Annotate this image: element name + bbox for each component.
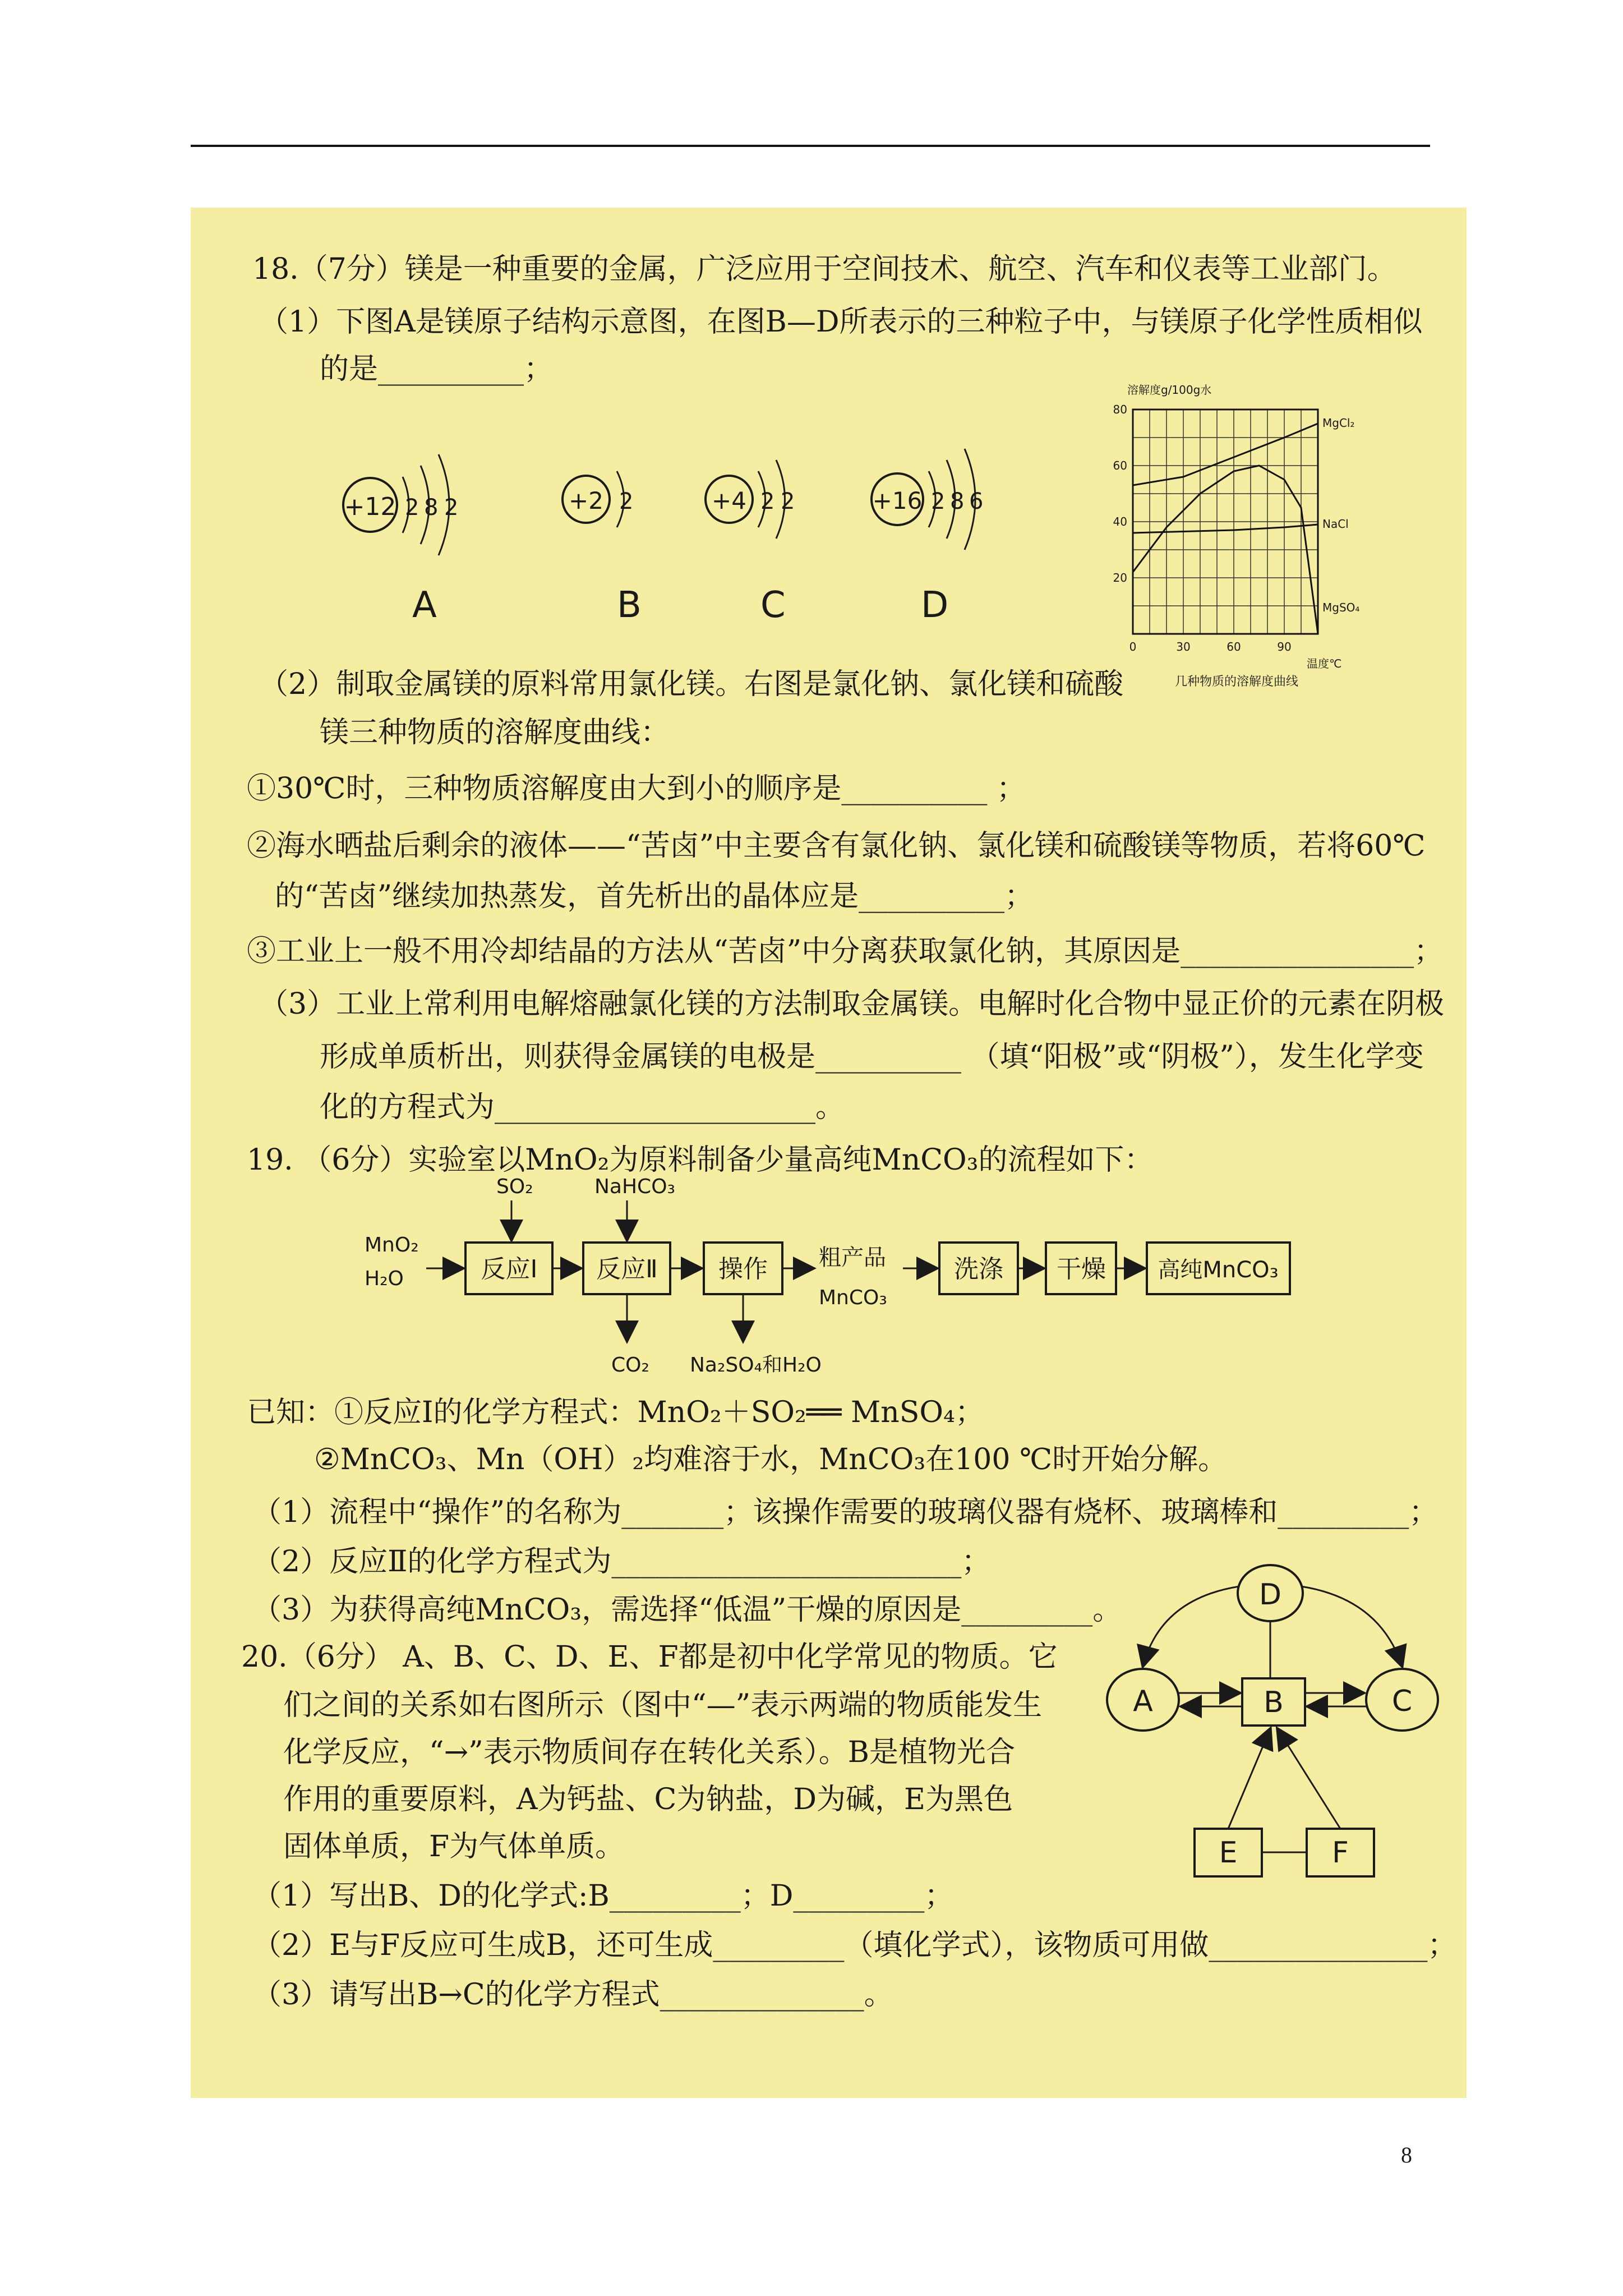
atom-a-shell-3: 2 [444,495,459,521]
q19-known2: ②MnCO₃、Mn（OH）₂均难溶于水，MnCO₃在100 ℃时开始分解。 [314,1443,1228,1476]
atom-d-label: D [921,585,949,626]
atom-c-shell-1: 2 [760,489,775,514]
atom-a-nucleus: +12 [344,493,396,521]
q18-sub1[interactable]: ①30℃时，三种物质溶解度由大到小的顺序是__________ ； [247,772,1026,806]
y-tick-label: 60 [1113,459,1127,472]
series-label: MgCl₂ [1322,416,1355,430]
node-f-label: F [1332,1836,1349,1870]
atom-c-nucleus: +4 [712,487,746,514]
y-axis-label: 溶解度g/100g水 [1127,383,1212,397]
atom-d-nucleus: +16 [872,487,923,514]
atom-b [562,471,642,626]
flow-input-mno2: MnO₂ [365,1234,419,1257]
y-tick-label: 20 [1113,571,1127,585]
node-d-label: D [1258,1578,1282,1612]
q19-q2[interactable]: （2）反应Ⅱ的化学方程式为________________________； [252,1545,991,1579]
flow-crude-line2: MnCO₃ [819,1286,887,1309]
q18-part3-line1: （3）工业上常利用电解熔融氯化镁的方法制取金属镁。电解时化合物中显正价的元素在阴极 [259,987,1445,1021]
q20-line5: 固体单质，F为气体单质。 [283,1830,625,1864]
q20-line2: 们之间的关系如右图所示（图中“—”表示两端的物质能发生 [283,1688,1043,1722]
x-axis-label: 温度℃ [1307,657,1342,670]
q18-part3-line3[interactable]: 化的方程式为______________________。 [320,1091,845,1124]
q18-sub3[interactable]: ③工业上一般不用冷却结晶的方法从“苦卤”中分离获取氯化钠，其原因是________________； [247,935,1444,968]
x-tick-label: 0 [1129,640,1137,654]
atom-a-shell-2: 8 [424,495,439,521]
chart-title: 几种物质的溶解度曲线 [1174,675,1299,689]
atom-c [706,460,795,626]
q20-line1: 20.（6分） A、B、C、D、E、F都是初中化学常见的物质。它 [241,1640,1058,1674]
atom-b-label: B [617,585,642,626]
q18-part2-line2: 镁三种物质的溶解度曲线： [320,716,670,749]
q19-known1: 已知：①反应Ⅰ的化学方程式：MnO₂＋SO₂══ MnSO₄； [247,1396,984,1429]
atom-diagrams [336,432,1043,645]
x-tick-label: 90 [1277,640,1292,654]
q19-stem: 19. （6分）实验室以MnO₂为原料制备少量高纯MnCO₃的流程如下： [247,1143,1154,1177]
atom-a-shell-1: 2 [405,495,419,521]
series-line [1133,524,1318,533]
flow-box-wash-label: 洗涤 [954,1255,1003,1283]
atom-d [872,449,983,626]
flow-box-operation-label: 操作 [718,1255,768,1283]
solubility-chart [1099,370,1419,701]
x-tick-label: 60 [1227,640,1241,654]
page-number: 8 [1401,2142,1412,2168]
q20-q1[interactable]: （1）写出B、D的化学式:B_________；D_________； [252,1879,954,1913]
flow-reagent-so2: SO₂ [496,1175,533,1198]
atom-c-label: C [760,585,786,626]
flow-box-dry-label: 干燥 [1057,1255,1106,1283]
atom-c-shell-2: 2 [781,489,795,514]
node-c-label: C [1391,1685,1413,1718]
atom-d-shell-1: 2 [931,489,946,514]
q18-part1-line2[interactable]: 的是__________； [320,352,554,386]
top-rule [191,145,1430,147]
q19-q1[interactable]: （1）流程中“操作”的名称为_______；该操作需要的玻璃仪器有烧杯、玻璃棒和_________； [252,1496,1438,1529]
q18-sub2-line1: ②海水晒盐后剩余的液体——“苦卤”中主要含有氯化钠、氯化镁和硫酸镁等物质，若将60℃ [247,829,1426,863]
q18-part1-line1: （1）下图A是镁原子结构示意图，在图B—D所表示的三种粒子中，与镁原子化学性质相似 [259,305,1423,339]
node-e-label: E [1219,1836,1238,1870]
q18-part3-line2[interactable]: 形成单质析出，则获得金属镁的电极是__________ （填“阳极”或“阴极”），发生化学变 [320,1040,1424,1074]
relation-diagram [1099,1559,1458,1885]
q18-sub2-line2[interactable]: 的“苦卤”继续加热蒸发，首先析出的晶体应是__________； [275,880,1034,913]
flow-box-reaction1-label: 反应Ⅰ [481,1255,538,1283]
atom-d-shell-3: 6 [969,489,984,514]
atom-d-shell-2: 8 [950,489,965,514]
atom-a [343,454,458,626]
atom-b-nucleus: +2 [569,487,603,514]
q20-q2[interactable]: （2）E与F反应可生成B，还可生成_________（填化学式），该物质可用做_______________； [252,1929,1457,1962]
q20-line4: 作用的重要原料，A为钙盐、C为钠盐，D为碱，E为黑色 [283,1783,1013,1816]
q20-line3: 化学反应，“→”表示物质间存在转化关系）。B是植物光合 [283,1736,1015,1769]
q19-q3[interactable]: （3）为获得高纯MnCO₃，需选择“低温”干燥的原因是_________。 [252,1593,1122,1627]
flow-byproduct-co2: CO₂ [611,1354,649,1377]
flow-input-h2o: H₂O [365,1267,404,1290]
y-tick-label: 40 [1113,515,1127,528]
series-label: NaCl [1322,517,1349,531]
atom-b-shell-1: 2 [619,489,634,514]
flow-reagent-nahco3: NaHCO₃ [594,1175,675,1198]
node-a-label: A [1133,1685,1153,1718]
flow-byproduct-na2so4: Na₂SO₄和H₂O [690,1354,822,1377]
q20-q3[interactable]: （3）请写出B→C的化学方程式______________。 [252,1978,893,2012]
y-tick-label: 80 [1113,403,1127,416]
flowchart [359,1170,1346,1394]
x-tick-label: 30 [1176,640,1191,654]
series-label: MgSO₄ [1322,601,1360,614]
atom-a-label: A [412,585,437,626]
q18-part2-line1: （2）制取金属镁的原料常用氯化镁。右图是氯化钠、氯化镁和硫酸 [259,668,1124,701]
q18-stem: 18.（7分）镁是一种重要的金属，广泛应用于空间技术、航空、汽车和仪表等工业部门。 [252,252,1396,286]
flow-crude-line1: 粗产品 [819,1245,886,1271]
flow-box-product-label: 高纯MnCO₃ [1158,1257,1279,1283]
flow-box-reaction2-label: 反应Ⅱ [596,1255,658,1283]
node-b-label: B [1264,1686,1284,1719]
